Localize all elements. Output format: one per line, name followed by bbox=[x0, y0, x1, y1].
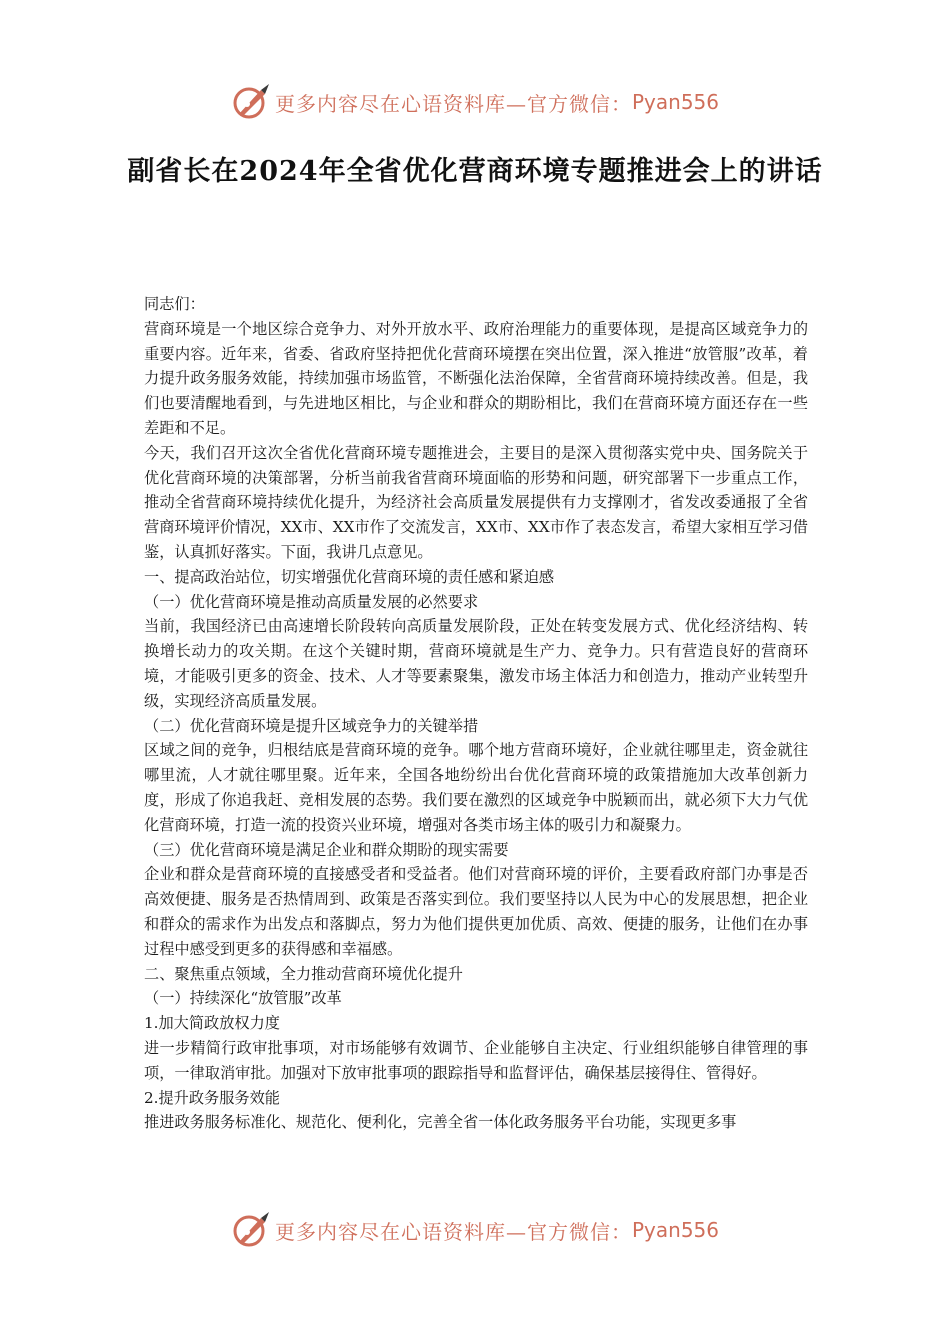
watermark-handle: Pyan556 bbox=[631, 1218, 719, 1242]
subsection-heading: （二）优化营商环境是提升区域竞争力的关键举措 bbox=[144, 716, 479, 735]
watermark-text: 更多内容尽在心语资料库—官方微信： bbox=[274, 1219, 632, 1244]
paragraph: 营商环境是一个地区综合竞争力、对外开放水平、政府治理能力的重要体现，是提高区域竞争力的重要内容。近年来，省委、省政府坚持把优化营商环境摆在突出位置，深入推进“放管服”改革，着力提升政务服务效能，持续加强市场监管，不断强化法治保障，全省营商环境持续改善。但是，我们也要清醒地看到，与先进地区相比，与企业和群众的期盼相比，我们在营商环境方面还存在一些差距和不足。 bbox=[144, 319, 808, 437]
document-title: 副省长在2024年全省优化营商环境专题推进会上的讲话 bbox=[127, 156, 823, 187]
item-heading: 2.提升政务服务效能 bbox=[144, 1088, 280, 1107]
salutation: 同志们： bbox=[144, 295, 205, 313]
paragraph: 区域之间的竞争，归根结底是营商环境的竞争。哪个地方营商环境好，企业就往哪里走，资金就往哪里流，人才就往哪里聚。近年来，全国各地纷纷出台优化营商环境的政策措施加大改革创新力度，形成了你追我赶、竞相发展的态势。我们要在激烈的区域竞争中脱颖而出，就必须下大力气优化营商环境，打造一流的投资兴业环境，增强对各类市场主体的吸引力和凝聚力。 bbox=[144, 741, 808, 834]
subsection-heading: （一）优化营商环境是推动高质量发展的必然要求 bbox=[144, 592, 479, 611]
watermark-text: 更多内容尽在心语资料库—官方微信： bbox=[274, 91, 632, 116]
paragraph: 今天，我们召开这次全省优化营商环境专题推进会，主要目的是深入贯彻落实党中央、国务院关于优化营商环境的决策部署，分析当前我省营商环境面临的形势和问题，研究部署下一步重点工作，推动全省营商环境持续优化提升，为经济社会高质量发展提供有力支撑刚才，省发改委通报了全省营商环境评价情况，XX市、XX市作了交流发言，XX市、XX市作了表态发言，希望大家相互学习借鉴，认真抓好落实。下面，我讲几点意见。 bbox=[144, 443, 808, 561]
section-heading: 二、聚焦重点领域，全力推动营商环境优化提升 bbox=[144, 964, 463, 983]
item-heading: 1.加大简政放权力度 bbox=[144, 1014, 280, 1033]
section-heading: 一、提高政治站位，切实增强优化营商环境的责任感和紧迫感 bbox=[144, 567, 555, 586]
paragraph: 企业和群众是营商环境的直接感受者和受益者。他们对营商环境的评价，主要看政府部门办事是否高效便捷、服务是否热情周到、政策是否落实到位。我们要坚持以人民为中心的发展思想，把企业和群众的需求作为出发点和落脚点，努力为他们提供更加优质、高效、便捷的服务，让他们在办事过程中感受到更多的获得感和幸福感。 bbox=[144, 865, 808, 958]
subsection-heading: （三）优化营商环境是满足企业和群众期盼的现实需要 bbox=[144, 840, 509, 859]
quill-pen-icon bbox=[231, 82, 271, 122]
document-body bbox=[144, 292, 808, 1135]
footer-watermark-banner bbox=[0, 1208, 950, 1252]
header-watermark-banner bbox=[0, 80, 950, 124]
subsection-heading: （一）持续深化“放管服”改革 bbox=[144, 989, 342, 1008]
watermark-handle: Pyan556 bbox=[631, 90, 719, 114]
paragraph: 进一步精简行政审批事项，对市场能够有效调节、企业能够自主决定、行业组织能够自律管理的事项，一律取消审批。加强对下放审批事项的跟踪指导和监督评估，确保基层接得住、管得好。 bbox=[144, 1038, 808, 1082]
paragraph: 当前，我国经济已由高速增长阶段转向高质量发展阶段，正处在转变发展方式、优化经济结构、转换增长动力的攻关期。在这个关键时期，营商环境就是生产力、竞争力。只有营造良好的营商环境，才能吸引更多的资金、技术、人才等要素聚集，激发市场主体活力和创造力，推动产业转型升级，实现经济高质量发展。 bbox=[144, 617, 808, 710]
quill-pen-icon bbox=[231, 1210, 271, 1250]
paragraph: 推进政务服务标准化、规范化、便利化，完善全省一体化政务服务平台功能，实现更多事 bbox=[144, 1113, 737, 1132]
